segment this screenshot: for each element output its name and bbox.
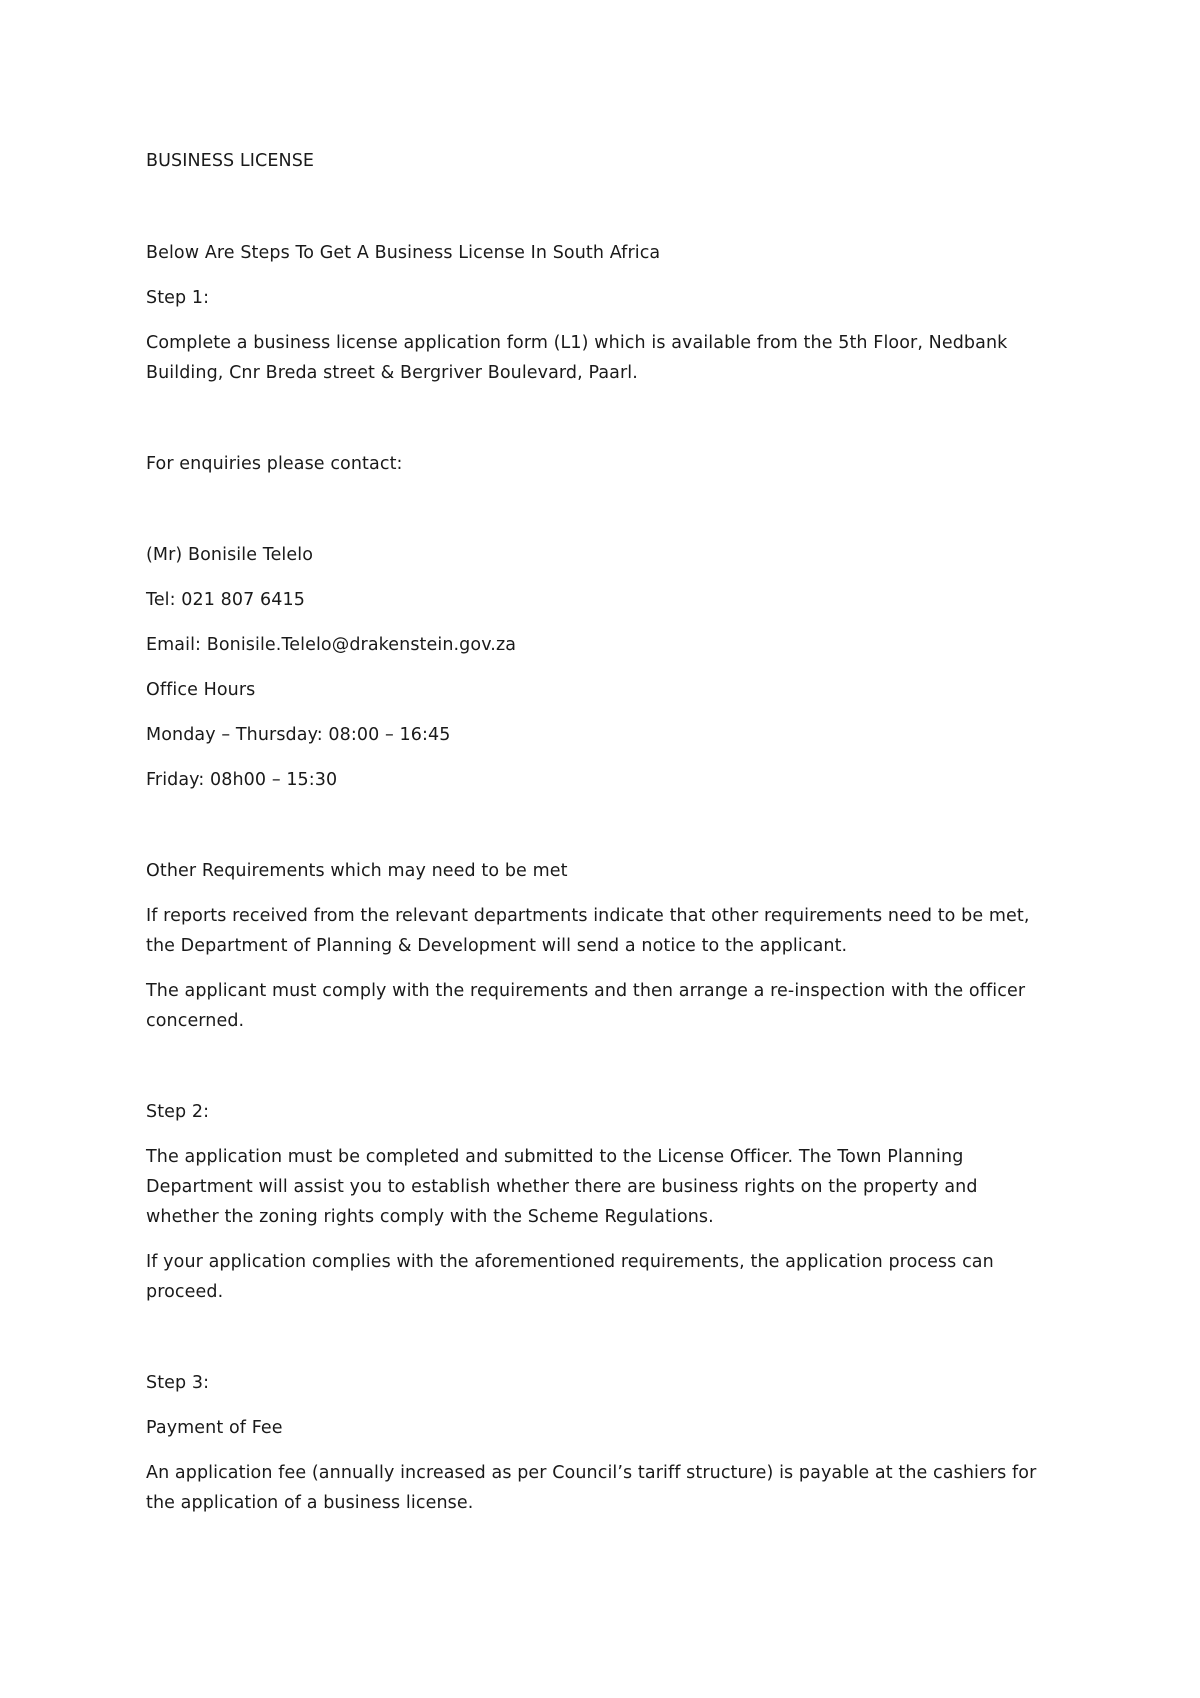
document-title: BUSINESS LICENSE (146, 151, 315, 171)
contact-tel: Tel: 021 807 6415 (146, 590, 305, 610)
paragraph-line: An application fee (annually increased as per Council’s tariff structure) is payable at the cashiers for (146, 1463, 1037, 1483)
contact-email: Email: Bonisile.Telelo@drakenstein.gov.za (146, 635, 517, 655)
paragraph-line: If your application complies with the aforementioned requirements, the application process can (146, 1252, 994, 1272)
paragraph-line: Department will assist you to establish whether there are business rights on the property and (146, 1177, 978, 1197)
step1-line: Building, Cnr Breda street & Bergriver Boulevard, Paarl. (146, 363, 638, 383)
hours-friday: Friday: 08h00 – 15:30 (146, 770, 338, 790)
step1-heading: Step 1: (146, 288, 210, 308)
other-requirements-heading: Other Requirements which may need to be met (146, 861, 568, 881)
other-requirements-paragraph (146, 976, 1076, 1036)
step3-subheading: Payment of Fee (146, 1418, 283, 1438)
intro-heading: Below Are Steps To Get A Business License In South Africa (146, 243, 661, 263)
enquiries-label: For enquiries please contact: (146, 454, 403, 474)
paragraph-line: If reports received from the relevant departments indicate that other requirements need to be met, (146, 906, 1030, 926)
paragraph-line: whether the zoning rights comply with the Scheme Regulations. (146, 1207, 714, 1227)
step3-paragraph (146, 1458, 1076, 1518)
paragraph-line: The application must be completed and submitted to the License Officer. The Town Planning (146, 1147, 964, 1167)
office-hours-label: Office Hours (146, 680, 256, 700)
paragraph-line: concerned. (146, 1011, 245, 1031)
paragraph-line: the application of a business license. (146, 1493, 474, 1513)
contact-name: (Mr) Bonisile Telelo (146, 545, 314, 565)
step1-line: Complete a business license application form (L1) which is available from the 5th Floor, Nedbank (146, 333, 1008, 353)
step1-paragraph (146, 328, 1076, 388)
paragraph-line: the Department of Planning & Development will send a notice to the applicant. (146, 936, 848, 956)
document-body (146, 146, 1076, 1518)
hours-weekdays: Monday – Thursday: 08:00 – 16:45 (146, 725, 451, 745)
step3-heading: Step 3: (146, 1373, 210, 1393)
other-requirements-paragraph (146, 901, 1076, 961)
step2-paragraph (146, 1247, 1076, 1307)
step2-heading: Step 2: (146, 1102, 210, 1122)
step2-paragraph (146, 1142, 1076, 1232)
paragraph-line: The applicant must comply with the requirements and then arrange a re-inspection with the officer (146, 981, 1026, 1001)
paragraph-line: proceed. (146, 1282, 224, 1302)
